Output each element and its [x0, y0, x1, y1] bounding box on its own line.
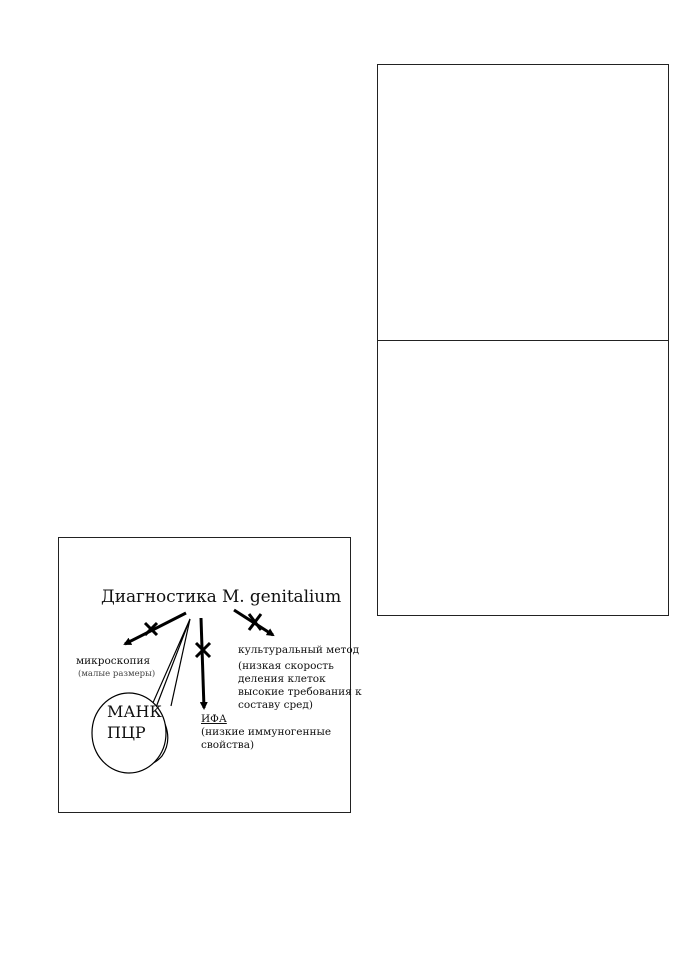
- microscopy-note: (малые размеры): [78, 669, 156, 679]
- ifa-note-line: свойства): [201, 739, 255, 751]
- cultural-method-note-line: (низкая скорость: [238, 660, 334, 672]
- bubble-text-mank: МАНК: [107, 702, 162, 721]
- cultural-method-label: культуральный метод: [238, 644, 360, 656]
- ifa-label: ИФА: [201, 713, 227, 725]
- cultural-method-note-line: высокие требования к: [238, 686, 362, 698]
- empty-frame-bottom: [377, 340, 669, 616]
- bubble-text-pcr: ПЦР: [107, 723, 146, 742]
- arrow-microscopy: [125, 613, 186, 644]
- microscopy-label: микроскопия: [76, 655, 151, 667]
- arrow-ifa: [201, 618, 204, 708]
- diagram-title: Диагностика M. genitalium: [101, 587, 342, 607]
- cultural-method-note-line: деления клеток: [238, 673, 326, 685]
- diagnostics-diagram: [58, 537, 362, 813]
- ifa-note-line: (низкие иммуногенные: [201, 726, 332, 738]
- empty-frame-top: [377, 64, 669, 342]
- cultural-method-note-line: составу сред): [238, 699, 313, 711]
